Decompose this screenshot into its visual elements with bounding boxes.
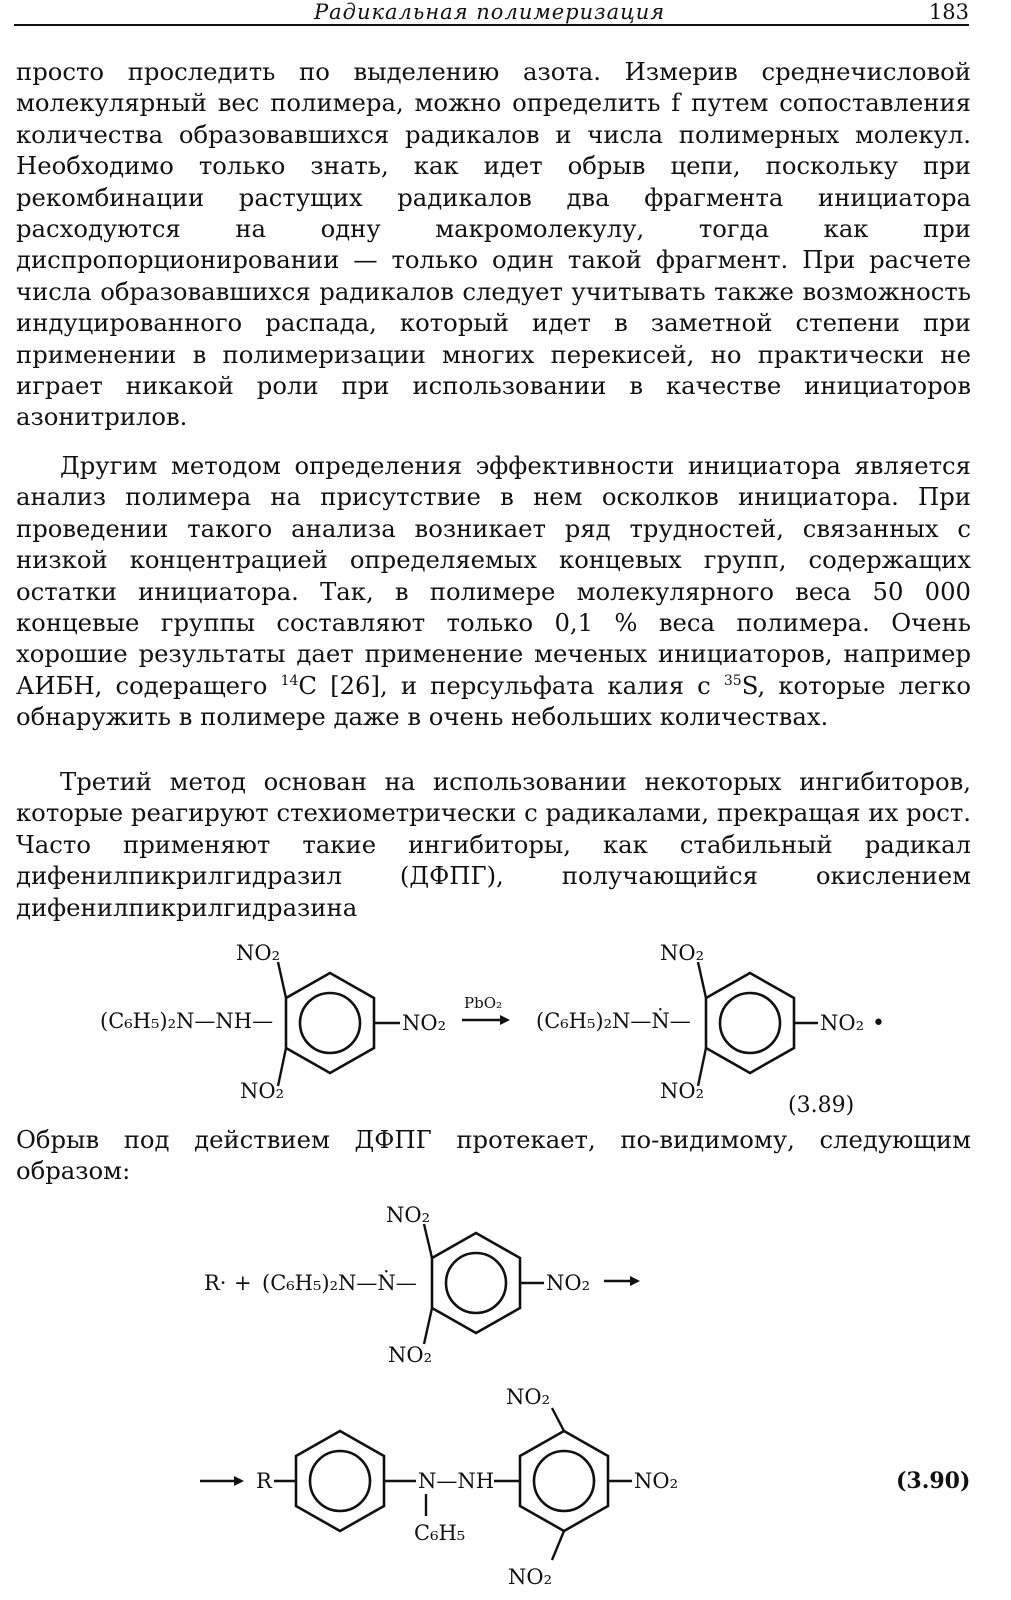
- eq390-number: (3.90): [896, 1468, 971, 1494]
- eq390-reactant-bond-bottom: [424, 1308, 432, 1344]
- eq390-picryl-bond-top: [552, 1408, 564, 1431]
- page-number: 183: [928, 0, 969, 24]
- eq390-plus: +: [234, 1271, 252, 1295]
- running-title: Радикальная полимеризация: [314, 0, 666, 24]
- eq389-reactant-aromatic-circle: [300, 993, 360, 1053]
- equation-3-89: [100, 941, 885, 1118]
- eq389-number: (3.89): [788, 1093, 855, 1118]
- eq389-end-dot: •: [872, 1011, 885, 1036]
- eq390-reactant-aromatic-circle: [446, 1253, 506, 1313]
- paragraph-3-text: Третий метод основан на использовании некоторых ингибиторов, которые реагируют стехиометрически с радикалами, прекращая их рост. Часто применяют такие ингибиторы, как стабильный радикал дифенилпикрилгидразил (ДФПГ), получающийся окислением дифенилпикрилгидразина: [16, 767, 971, 922]
- eq390-arrow-1-head: [630, 1276, 640, 1286]
- eq390-product-hydrazine: N—NH: [418, 1469, 495, 1493]
- eq390-product-r: R: [256, 1469, 272, 1493]
- eq390-reactant-group: (C₆H₅)₂N—Ṅ—: [262, 1271, 417, 1295]
- eq389-reactant-no2-right: NO₂: [402, 1011, 447, 1035]
- eq389-product-aromatic-circle: [720, 993, 780, 1053]
- eq389-product-no2-top: NO₂: [660, 941, 705, 965]
- eq390-reactant-no2-top: NO₂: [386, 1203, 431, 1227]
- eq389-product-group: (C₆H₅)₂N—Ṅ—: [536, 1009, 691, 1033]
- eq390-product-no2-right: NO₂: [634, 1469, 679, 1493]
- eq390-radical: R·: [204, 1271, 227, 1295]
- paragraph-4-text: Обрыв под действием ДФПГ протекает, по-видимому, следующим образом:: [16, 1125, 971, 1186]
- eq390-phenylene-aromatic-circle: [310, 1451, 370, 1511]
- eq390-picryl-bond-bottom: [552, 1531, 564, 1560]
- eq389-reactant-group: (C₆H₅)₂N—NH—: [100, 1009, 274, 1033]
- eq389-product-bond-top: [698, 962, 706, 998]
- eq389-reactant-no2-bottom: NO₂: [240, 1079, 285, 1103]
- equation-3-90-line-1: [204, 1203, 640, 1367]
- carbon-isotope-superscript: 14: [280, 672, 299, 689]
- eq390-reactant-no2-right: NO₂: [546, 1271, 591, 1295]
- eq389-reaction-arrow-head: [500, 1015, 510, 1025]
- eq389-reactant-bond-top: [278, 962, 286, 998]
- eq390-reactant-no2-bottom: NO₂: [388, 1343, 433, 1367]
- eq389-product-no2-bottom: NO₂: [660, 1079, 705, 1103]
- eq390-reactant-bond-top: [424, 1224, 432, 1258]
- paragraph-2-part-c: S, которые легко обнаружить в полимере даже в очень небольших количествах.: [16, 670, 971, 732]
- paragraph-1-text: просто проследить по выделению азота. Измерив среднечисловой молекулярный вес полимера, можно определить f путем сопоставления количества образовавшихся радикалов и числа полимерных молекул. Необходимо только знать, как идет обрыв цепи, поскольку при рекомбинации растущих радикалов два фрагмента инициатора расходуются на одну макромолекулу, тогда как при диспропорционировании — только один такой фрагмент. При расчете числа образовавшихся радикалов следует учитывать также возможность индуцированного распада, который идет в заметной степени при применении в полимеризации многих перекисей, но практически не играет никакой роли при использовании в качестве инициаторов азонитрилов.: [16, 57, 971, 432]
- eq390-product-phenyl: C₆H₅: [414, 1521, 466, 1545]
- equation-3-90-line-2: [200, 1385, 970, 1589]
- eq390-picryl-aromatic-circle: [534, 1451, 594, 1511]
- eq389-reactant-no2-top: NO₂: [236, 941, 281, 965]
- eq390-product-no2-top: NO₂: [506, 1385, 551, 1409]
- eq389-reagent-label: PbO₂: [464, 994, 503, 1012]
- paragraph-2-part-b: С [26], и персульфата калия с: [298, 670, 724, 700]
- eq390-arrow-2-head: [234, 1476, 244, 1486]
- eq390-product-no2-bottom: NO₂: [508, 1565, 553, 1589]
- eq389-product-no2-right: NO₂: [820, 1011, 865, 1035]
- sulfur-isotope-superscript: 35: [723, 672, 742, 689]
- paragraph-2-part-a: Другим методом определения эффективности инициатора является анализ полимера на присутствие в нем осколков инициатора. При проведении такого анализа возникает ряд трудностей, связанных с низкой концентрацией определяемых концевых групп, содержащих остатки инициатора. Так, в полимере молекулярного веса 50 000 концевые группы составляют только 0,1 % веса полимера. Очень хорошие результаты дает применение меченых инициаторов, например АИБН, содеращего: [16, 451, 971, 700]
